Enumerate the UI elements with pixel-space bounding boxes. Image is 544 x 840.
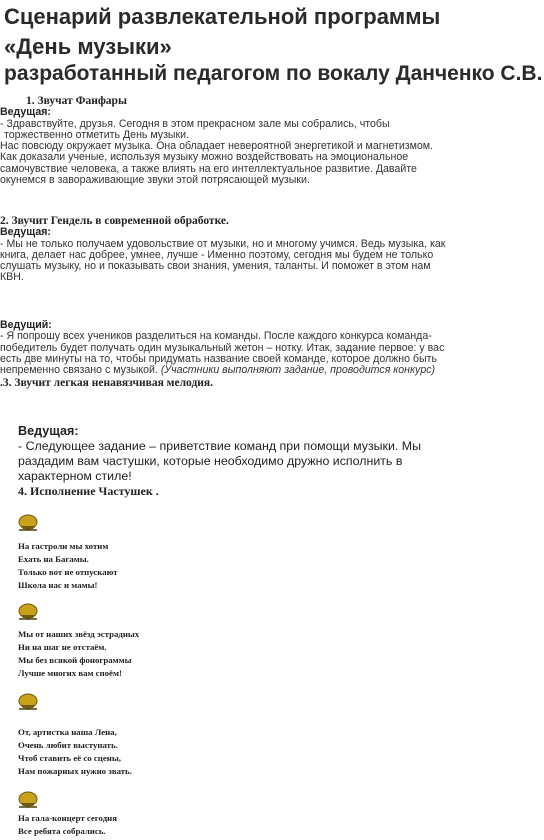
bell-icon xyxy=(16,790,42,808)
verse-line: Школа нас и мамы! xyxy=(18,580,98,590)
text-line: Нас повсюду окружает музыка. Она обладает невероятной энергетикой и магнетизмом. xyxy=(0,141,434,153)
text-line: - Здравствуйте, друзья. Сегодня в этом прекрасном зале мы собрались, чтобы xyxy=(0,118,390,130)
text-line: победитель будет получать один музыкальный жетон – нотку. Итак, задание первое: у вас xyxy=(0,342,445,354)
verse-line: Чтоб ставить её со сцены, xyxy=(18,753,121,763)
section-4-heading: 4. Исполнение Частушек . xyxy=(18,484,159,498)
bell-icon xyxy=(16,513,42,531)
text-span: непременно связано с музыкой. xyxy=(0,365,158,377)
bell-icon xyxy=(16,692,42,710)
text-line: торжественно отметить День музыки. xyxy=(4,129,190,141)
verse-line: Очень любит выступать. xyxy=(18,740,118,750)
verse-4 xyxy=(18,812,117,838)
speaker-label: Ведущая: xyxy=(0,227,51,239)
verse-line: На гала-концерт сегодня xyxy=(18,813,117,823)
verse-3 xyxy=(18,726,132,778)
section-1 xyxy=(0,96,540,186)
section-3-heading: .3. Звучит легкая ненавязчивая мелодия. xyxy=(0,378,214,390)
document-title-line-1: Сценарий развлекательной программы xyxy=(4,4,441,29)
verse-line: Ехать на Багамы. xyxy=(18,554,89,564)
text-line xyxy=(0,365,540,376)
stage-direction: (Участники выполняют задание, проводится конкурс) xyxy=(160,365,436,377)
text-line: есть две минуты на то, чтобы придумать название своей команде, которое должно быть xyxy=(0,353,437,365)
text-line: - Я попрошу всех учеников разделиться на команды. После каждого конкурса команда- xyxy=(0,331,432,343)
verse-line: Мы от наших звёзд эстрадных xyxy=(18,629,140,639)
text-line: окунемся в завораживающие звуки этой потрясающей музыки. xyxy=(0,175,310,187)
section-2 xyxy=(0,216,540,284)
text-line: книга, делает нас добрее, умнее, лучше - Именно поэтому, сегодня мы будем не только xyxy=(0,249,434,261)
text-line: слушать музыку, но и показывать свои знания, умения, таланты. И поможет в этом нам xyxy=(0,261,431,273)
text-line: самочувствие человека, а также влиять на его интеллектуальное развитие. Давайте xyxy=(0,163,417,175)
verse-1 xyxy=(18,540,118,592)
verse-line: Нам пожарных нужно звать. xyxy=(18,766,132,776)
speaker-label: Ведущий: xyxy=(0,320,52,331)
text-line: Как доказали ученые, используя музыку можно воздействовать на эмоциональное xyxy=(0,152,409,164)
verse-line: Мы без всякой фонограммы xyxy=(18,655,132,665)
text-line: - Следующее задание – приветствие команд при помощи музыки. Мы xyxy=(18,439,421,453)
section-1-heading: 1. Звучат Фанфары xyxy=(26,96,127,107)
text-line: характерном стиле! xyxy=(18,469,132,483)
verse-line: На гастроли мы хотим xyxy=(18,541,109,551)
verse-line: Ни на шаг не отстаём. xyxy=(18,642,107,652)
section-2-heading: 2. Звучит Гендель в современной обработке. xyxy=(0,216,229,227)
speaker-label: Ведущая: xyxy=(18,424,79,438)
verse-line: От, артистка наша Лена, xyxy=(18,727,117,737)
speaker-label: Ведущая: xyxy=(0,107,51,119)
text-line: раздадим вам частушки, которые необходимо дружно исполнить в xyxy=(18,454,403,468)
verse-line: Лучше многих вам споём! xyxy=(18,668,122,678)
document-subtitle: разработанный педагогом по вокалу Данченко С.В. xyxy=(4,62,543,85)
section-4 xyxy=(18,424,538,499)
bell-icon xyxy=(16,602,42,620)
section-3 xyxy=(0,320,540,390)
document-title-line-2: «День музыки» xyxy=(4,34,172,59)
verse-2 xyxy=(18,628,139,680)
verse-line: Все ребята собрались. xyxy=(18,826,106,836)
text-line: - Мы не только получаем удовольствие от музыки, но и многому учимся. Ведь музыка, как xyxy=(0,238,446,250)
verse-line: Только вот не отпускают xyxy=(18,567,118,577)
text-line: КВН. xyxy=(0,272,24,284)
